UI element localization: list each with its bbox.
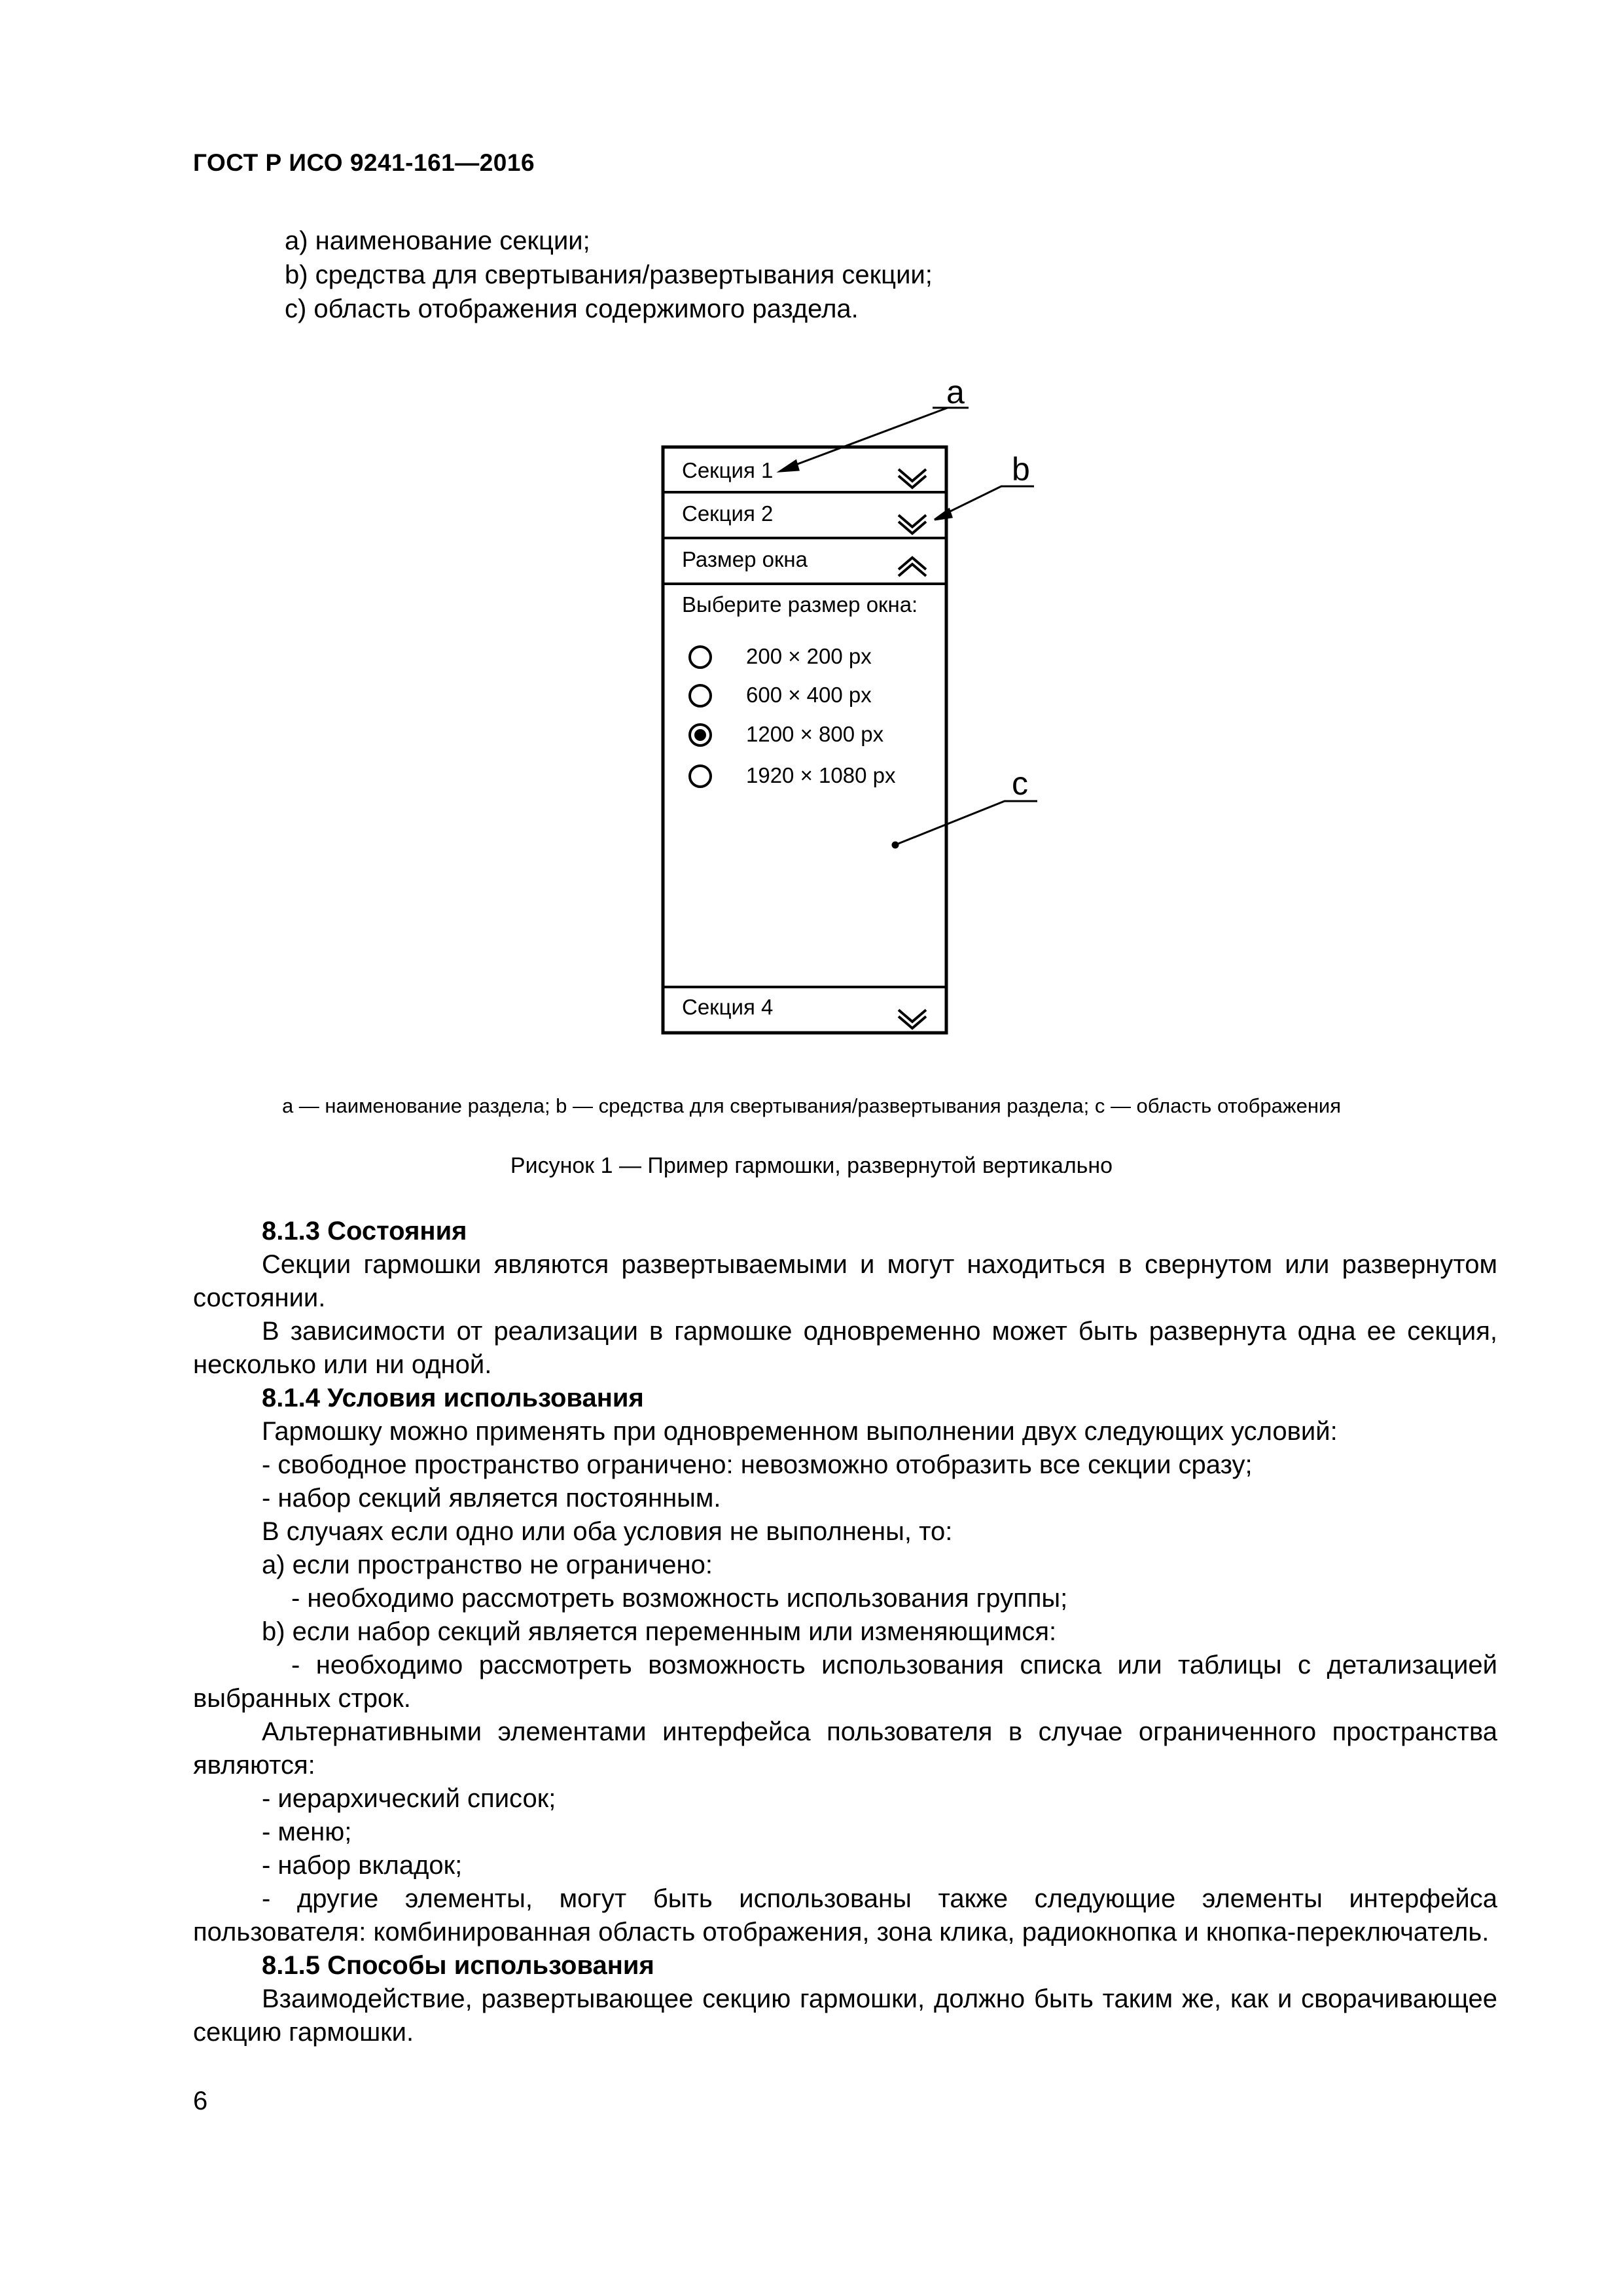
paragraph: Секции гармошки являются развертываемыми и могут находиться в свернутом или развернутом состоянии. bbox=[193, 1250, 1497, 1312]
paragraph: Взаимодействие, развертывающее секцию гармошки, должно быть таким же, как и сворачивающее секцию гармошки. bbox=[193, 1984, 1497, 2047]
list-item: - другие элементы, могут быть использованы также следующие элементы интерфейса пользователя: комбинированная область отображения, зона клика, радиокнопка и кнопка-переключатель. bbox=[193, 1884, 1497, 1946]
callout-a-label: a bbox=[946, 374, 965, 410]
list-item: b) если набор секций является переменным или изменяющимся: bbox=[262, 1617, 1057, 1646]
callout-b-label: b bbox=[1012, 451, 1030, 488]
page-number: 6 bbox=[193, 2087, 208, 2115]
section-heading: 8.1.3 Состояния bbox=[262, 1217, 467, 1246]
radio-option-label: 1200 × 800 px bbox=[746, 722, 884, 746]
paragraph: В случаях если одно или оба условия не выполнены, то: bbox=[262, 1517, 953, 1546]
list-item: - необходимо рассмотреть возможность использования группы; bbox=[291, 1584, 1068, 1613]
paragraph: Альтернативными элементами интерфейса пользователя в случае ограниченного пространства являются: bbox=[193, 1717, 1497, 1780]
list-item: - набор секций является постоянным. bbox=[262, 1484, 721, 1513]
document-header: ГОСТ Р ИСО 9241-161—2016 bbox=[193, 149, 535, 176]
double-chevron-down-icon[interactable] bbox=[899, 515, 926, 533]
double-chevron-down-icon[interactable] bbox=[899, 469, 926, 488]
list-item: - свободное пространство ограничено: невозможно отобразить все секции сразу; bbox=[262, 1450, 1253, 1479]
radio-option-label: 600 × 400 px bbox=[746, 683, 872, 707]
accordion-section-label[interactable]: Секция 1 bbox=[682, 458, 774, 482]
callout-c-label: c bbox=[1012, 765, 1028, 802]
list-item: a) если пространство не ограничено: bbox=[262, 1551, 713, 1579]
accordion-section-label[interactable]: Секция 2 bbox=[682, 501, 774, 526]
accordion-section-label[interactable]: Секция 4 bbox=[682, 995, 774, 1019]
radio-button-selected[interactable] bbox=[690, 725, 711, 745]
figure-legend: a — наименование раздела; b — средства для свертывания/развертывания раздела; c — область отображения bbox=[281, 1094, 1342, 1117]
list-item: - необходимо рассмотреть возможность использования списка или таблицы с детализацией выбранных строк. bbox=[193, 1651, 1497, 1713]
accordion-content-prompt: Выберите размер окна: bbox=[682, 592, 918, 617]
section-heading: 8.1.4 Условия использования bbox=[262, 1384, 644, 1412]
figure-caption: Рисунок 1 — Пример гармошки, развернутой вертикально bbox=[510, 1153, 1113, 1178]
intro-item-a: a) наименование секции; bbox=[285, 226, 590, 255]
list-item: - меню; bbox=[262, 1818, 352, 1846]
double-chevron-down-icon[interactable] bbox=[899, 1010, 926, 1028]
radio-button[interactable] bbox=[690, 766, 711, 787]
double-chevron-up-icon[interactable] bbox=[899, 558, 926, 576]
radio-option-label: 200 × 200 px bbox=[746, 644, 872, 668]
list-item: - иерархический список; bbox=[262, 1784, 556, 1813]
intro-item-c: c) область отображения содержимого раздела. bbox=[285, 295, 859, 323]
radio-button[interactable] bbox=[690, 647, 711, 668]
callout-c-leader bbox=[897, 801, 1037, 844]
radio-option-label: 1920 × 1080 px bbox=[746, 763, 896, 787]
body-text bbox=[193, 1215, 1497, 2049]
accordion-section-label[interactable]: Размер окна bbox=[682, 547, 808, 571]
list-item: - набор вкладок; bbox=[262, 1851, 463, 1880]
section-heading: 8.1.5 Способы использования bbox=[262, 1951, 654, 1980]
paragraph: Гармошку можно применять при одновременном выполнении двух следующих условий: bbox=[262, 1417, 1338, 1446]
accordion-figure bbox=[0, 0, 1623, 1086]
callout-b-leader bbox=[938, 486, 1034, 517]
radio-button[interactable] bbox=[690, 685, 711, 706]
intro-item-b: b) средства для свертывания/развертывания секции; bbox=[285, 260, 933, 289]
paragraph: В зависимости от реализации в гармошке одновременно может быть развернута одна ее секция, несколько или ни одной. bbox=[193, 1317, 1497, 1379]
callout-a-leader bbox=[785, 408, 948, 469]
